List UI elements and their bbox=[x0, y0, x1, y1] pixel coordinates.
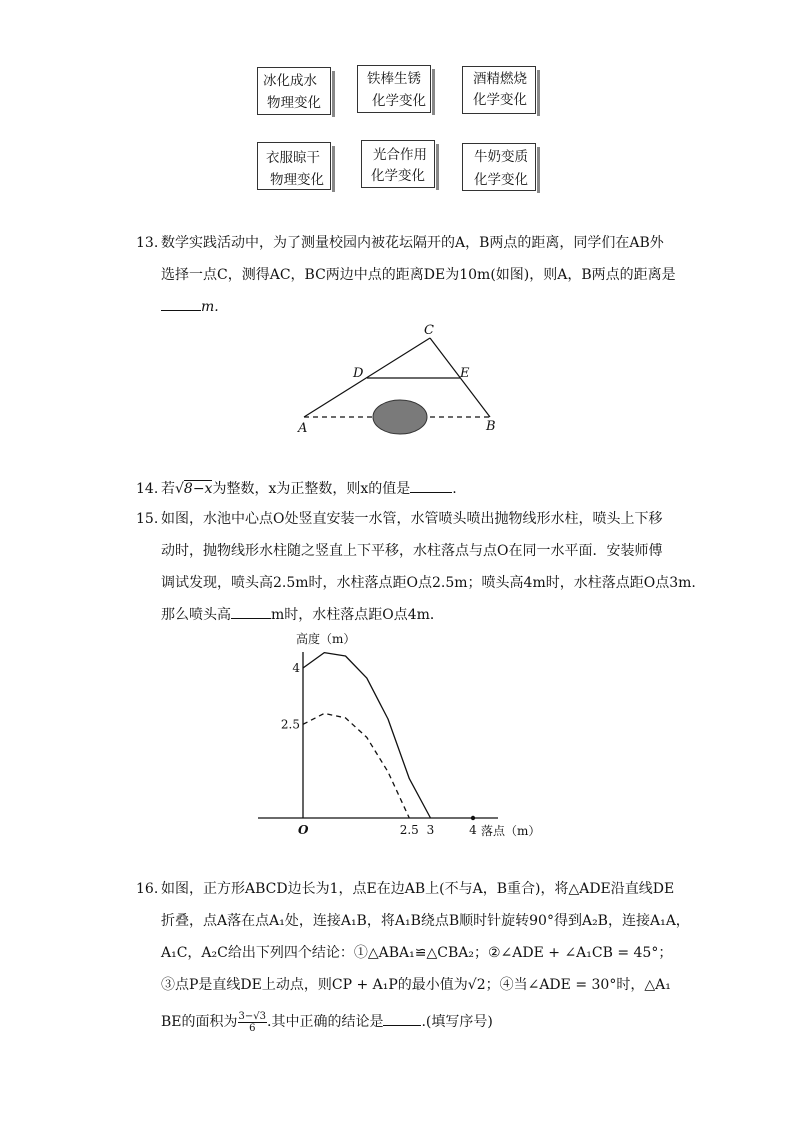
answer-blank bbox=[383, 1007, 421, 1026]
label-e: E bbox=[460, 366, 470, 381]
question-text-line bbox=[161, 1007, 493, 1035]
answer-unit: m. bbox=[201, 299, 219, 315]
label-b: B bbox=[486, 419, 496, 434]
question-text-line bbox=[161, 599, 444, 631]
answer-blank bbox=[161, 292, 201, 311]
question-prefix: BE的面积为 bbox=[161, 1014, 238, 1030]
y-tick-label: 2.5 bbox=[280, 717, 300, 732]
parabola-dashed-curve bbox=[303, 713, 409, 818]
question-mid: .其中正确的结论是 bbox=[267, 1014, 384, 1030]
y-tick-label: 4 bbox=[292, 661, 300, 675]
question-text-line: 如图，水池中心点O处竖直安装一水管，水管喷头喷出抛物线形水柱，喷头上下移 bbox=[161, 511, 663, 527]
question-prefix: 若 bbox=[161, 481, 175, 497]
card-clothes-drying bbox=[257, 142, 331, 190]
question-number: 14. bbox=[136, 481, 159, 497]
x-axis-label: 落点（m） bbox=[481, 824, 541, 838]
question-15 bbox=[136, 503, 696, 631]
question-16 bbox=[136, 873, 696, 1043]
card-event-text: 铁棒生锈 bbox=[367, 71, 421, 87]
fraction-denominator: 6 bbox=[249, 1022, 256, 1034]
question-text-line: 如图，正方形ABCD边长为1，点E在边AB上(不与A，B重合)，将△ADE沿直线DE bbox=[161, 881, 675, 897]
fraction-numerator: 3−√3 bbox=[238, 1010, 266, 1022]
sqrt-radicand: 8−x bbox=[183, 481, 213, 497]
card-milk-spoiling bbox=[462, 143, 536, 191]
question-text-line: ③点P是直线DE上动点，则CP + A₁P的最小值为√2；④当∠ADE = 30°时，△A₁ bbox=[161, 977, 671, 993]
x-tick-label: 2.5 bbox=[399, 823, 419, 837]
question-text-line: 选择一点C，测得AC，BC两边中点的距离DE为10m(如图)，则A，B两点的距离是 bbox=[161, 267, 676, 283]
card-event-text: 衣服晾干 bbox=[266, 150, 320, 166]
card-event-text: 冰化成水 bbox=[263, 73, 317, 89]
card-event-text: 光合作用 bbox=[373, 147, 427, 163]
card-iron-rusting bbox=[357, 65, 431, 113]
card-category-text: 物理变化 bbox=[267, 95, 321, 111]
card-category-text: 化学变化 bbox=[371, 168, 425, 184]
question-number: 16. bbox=[136, 881, 159, 897]
card-event-text: 牛奶变质 bbox=[474, 149, 528, 165]
y-axis-label: 高度（m） bbox=[296, 632, 356, 646]
card-category-text: 化学变化 bbox=[473, 92, 527, 108]
question-text-line: 动时，抛物线形水柱随之竖直上下平移，水柱落点与点O在同一水平面．安装师傅 bbox=[161, 543, 663, 559]
chart-marks bbox=[281, 653, 477, 837]
question-text-line: 调试发现，喷头高2.5m时，水柱落点距O点2.5m；喷头高4m时，水柱落点距O点3m. bbox=[161, 575, 696, 591]
question-14 bbox=[136, 473, 696, 505]
question-end: . bbox=[452, 481, 457, 497]
card-ice-melting bbox=[257, 67, 331, 115]
landing-point-dot bbox=[471, 816, 475, 820]
question-suffix: m时，水柱落点距O点4m． bbox=[271, 607, 444, 623]
question-text-line: A₁C，A₂C给出下列四个结论：①△ABA₁≌△CBA₂；②∠ADE + ∠A₁CB = 45°； bbox=[161, 945, 673, 961]
sqrt-sign: √ bbox=[175, 481, 184, 497]
label-c: C bbox=[424, 323, 434, 338]
card-event-text: 酒精燃烧 bbox=[473, 71, 527, 87]
question-prefix: 那么喷头高 bbox=[161, 607, 231, 623]
label-d: D bbox=[353, 366, 364, 381]
answer-line bbox=[161, 291, 219, 323]
question-13 bbox=[136, 227, 696, 327]
answer-blank bbox=[410, 474, 452, 493]
label-a: A bbox=[298, 421, 308, 436]
parabola-solid-curve bbox=[303, 653, 431, 818]
card-category-text: 化学变化 bbox=[372, 93, 426, 109]
card-category-text: 物理变化 bbox=[270, 172, 324, 188]
question-text-line: 数学实践活动中，为了测量校园内被花坛隔开的A，B两点的距离，同学们在AB外 bbox=[161, 235, 664, 251]
x-tick-label: 4 bbox=[469, 823, 477, 837]
answer-blank bbox=[231, 600, 271, 619]
x-tick-label: 3 bbox=[426, 823, 435, 837]
flower-bed bbox=[373, 400, 427, 434]
question-number: 13. bbox=[136, 235, 159, 251]
question-number: 15. bbox=[136, 511, 159, 527]
question-suffix: .(填写序号) bbox=[421, 1014, 493, 1030]
question-text-line bbox=[161, 473, 457, 505]
card-category-text: 化学变化 bbox=[474, 172, 528, 188]
origin-label: O bbox=[298, 823, 309, 837]
fraction bbox=[238, 1011, 267, 1034]
card-alcohol-burning bbox=[462, 66, 536, 114]
question-text-line: 折叠，点A落在点A₁处，连接A₁B，将A₁B绕点B顺时针旋转90°得到A₂B，连接A₁A， bbox=[161, 913, 690, 929]
triangle-figure bbox=[290, 322, 520, 442]
parabola-chart bbox=[252, 628, 542, 843]
question-rest: 为整数，x为正整数，则x的值是 bbox=[212, 481, 411, 497]
card-photosynthesis bbox=[361, 140, 435, 188]
